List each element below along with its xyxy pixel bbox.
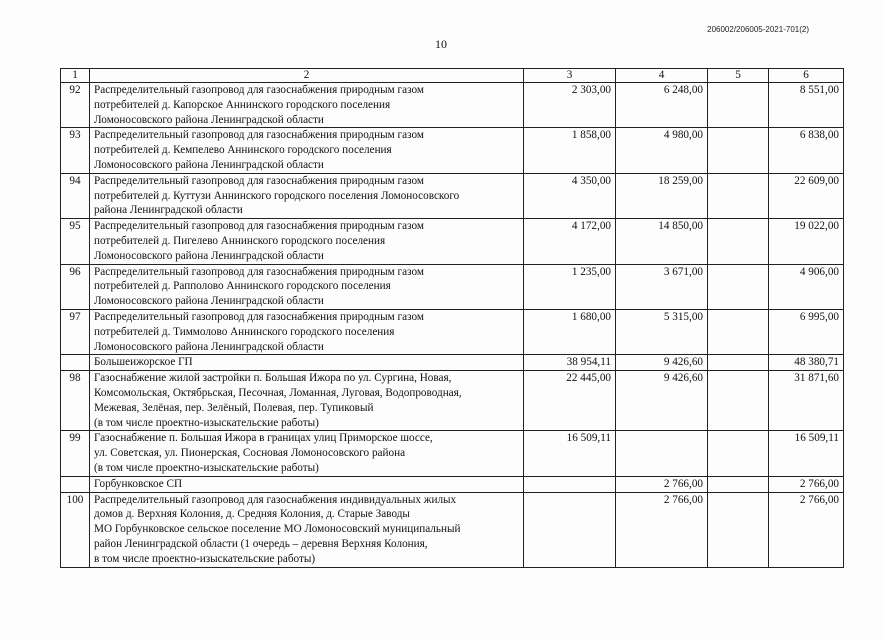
column-3-value bbox=[524, 476, 616, 492]
object-name-line: потребителей д. Кемпелево Аннинского городского поселения bbox=[94, 144, 392, 157]
object-name-line: Большеижорское ГП bbox=[94, 356, 193, 369]
column-5-value bbox=[708, 355, 769, 371]
column-4-value: 3 671,00 bbox=[616, 264, 708, 309]
column-6-value: 2 766,00 bbox=[769, 476, 844, 492]
column-4-value: 9 426,60 bbox=[616, 371, 708, 431]
table-row bbox=[61, 128, 844, 173]
object-name-line: Газоснабжение п. Большая Ижора в границах улиц Приморское шоссе, bbox=[94, 432, 433, 445]
table-row bbox=[61, 83, 844, 128]
column-3-value: 1 858,00 bbox=[524, 128, 616, 173]
object-name-line: Ломоносовского района Ленинградской области bbox=[94, 158, 324, 171]
object-name-line: Ломоносовского района Ленинградской области bbox=[94, 340, 324, 353]
column-5-value bbox=[708, 83, 769, 128]
column-5-value bbox=[708, 431, 769, 476]
object-name-line: Газоснабжение жилой застройки п. Большая Ижора по ул. Сургина, Новая, bbox=[94, 372, 452, 385]
column-3-value: 4 350,00 bbox=[524, 173, 616, 218]
row-number: 100 bbox=[61, 492, 90, 567]
column-5-value bbox=[708, 264, 769, 309]
object-name bbox=[90, 219, 524, 264]
column-3-value: 1 235,00 bbox=[524, 264, 616, 309]
object-name bbox=[90, 173, 524, 218]
column-6-value: 2 766,00 bbox=[769, 492, 844, 567]
row-number: 92 bbox=[61, 83, 90, 128]
column-6-value: 22 609,00 bbox=[769, 173, 844, 218]
column-6-value: 31 871,60 bbox=[769, 371, 844, 431]
object-name-line: Горбунковское СП bbox=[94, 477, 183, 490]
column-5-value bbox=[708, 371, 769, 431]
document-code: 206002/206005-2021-701(2) bbox=[707, 25, 809, 34]
column-5-value bbox=[708, 173, 769, 218]
table-row bbox=[61, 309, 844, 354]
column-3-value: 16 509,11 bbox=[524, 431, 616, 476]
column-5-value bbox=[708, 219, 769, 264]
object-name-line: (в том числе проектно-изыскательские работы) bbox=[94, 461, 319, 474]
column-6-value: 6 838,00 bbox=[769, 128, 844, 173]
object-name-line: Комсомольская, Октябрьская, Песочная, Ломанная, Луговая, Водопроводная, bbox=[94, 386, 462, 399]
column-header: 1 bbox=[61, 69, 90, 83]
object-name bbox=[90, 309, 524, 354]
row-number: 94 bbox=[61, 173, 90, 218]
column-3-value: 4 172,00 bbox=[524, 219, 616, 264]
column-header: 2 bbox=[90, 69, 524, 83]
column-6-value: 6 995,00 bbox=[769, 309, 844, 354]
row-number: 97 bbox=[61, 309, 90, 354]
object-name-line: ул. Советская, ул. Пионерская, Сосновая Ломоносовского района bbox=[94, 447, 406, 460]
column-4-value: 9 426,60 bbox=[616, 355, 708, 371]
column-header: 3 bbox=[524, 69, 616, 83]
column-6-value: 19 022,00 bbox=[769, 219, 844, 264]
column-header: 5 bbox=[708, 69, 769, 83]
column-header-row bbox=[61, 69, 844, 83]
column-4-value bbox=[616, 431, 708, 476]
table-row bbox=[61, 431, 844, 476]
row-number: 95 bbox=[61, 219, 90, 264]
table-row bbox=[61, 219, 844, 264]
object-name-line: Распределительный газопровод для газоснабжения природным газом bbox=[94, 129, 424, 142]
row-number: 93 bbox=[61, 128, 90, 173]
column-5-value bbox=[708, 309, 769, 354]
object-name bbox=[90, 476, 524, 492]
object-name bbox=[90, 264, 524, 309]
column-6-value: 4 906,00 bbox=[769, 264, 844, 309]
object-name bbox=[90, 128, 524, 173]
object-name-line: Распределительный газопровод для газоснабжения природным газом bbox=[94, 265, 424, 278]
object-name-line: район Ленинградской области (1 очередь – деревня Верхняя Колония, bbox=[94, 537, 428, 550]
object-name-line: Ломоносовского района Ленинградской области bbox=[94, 295, 324, 308]
object-name-line: Ломоносовского района Ленинградской области bbox=[94, 113, 324, 126]
column-6-value: 16 509,11 bbox=[769, 431, 844, 476]
column-4-value: 5 315,00 bbox=[616, 309, 708, 354]
column-3-value: 38 954,11 bbox=[524, 355, 616, 371]
column-header: 4 bbox=[616, 69, 708, 83]
object-name-line: Распределительный газопровод для газоснабжения природным газом bbox=[94, 84, 424, 96]
table-row bbox=[61, 492, 844, 567]
table-row bbox=[61, 476, 844, 492]
object-name-line: Ломоносовского района Ленинградской области bbox=[94, 249, 324, 262]
object-name-line: потребителей д. Куттузи Аннинского городского поселения Ломоносовского bbox=[94, 189, 460, 202]
column-5-value bbox=[708, 476, 769, 492]
object-name-line: в том числе проектно-изыскательские работы) bbox=[94, 552, 316, 565]
object-name-line: района Ленинградской области bbox=[94, 204, 243, 217]
page-number: 10 bbox=[435, 37, 447, 51]
object-name-line: Распределительный газопровод для газоснабжения природным газом bbox=[94, 174, 424, 187]
row-number bbox=[61, 355, 90, 371]
column-4-value: 2 766,00 bbox=[616, 492, 708, 567]
column-3-value: 1 680,00 bbox=[524, 309, 616, 354]
row-number: 98 bbox=[61, 371, 90, 431]
table-row bbox=[61, 173, 844, 218]
row-number: 96 bbox=[61, 264, 90, 309]
object-name-line: МО Горбунковское сельское поселение МО Ломоносовский муниципальный bbox=[94, 523, 461, 536]
column-5-value bbox=[708, 492, 769, 567]
column-4-value: 4 980,00 bbox=[616, 128, 708, 173]
object-name-line: потребителей д. Капорское Аннинского городского поселения bbox=[94, 98, 391, 111]
column-4-value: 18 259,00 bbox=[616, 173, 708, 218]
table-row bbox=[61, 355, 844, 371]
object-name-line: Межевая, Зелёная, пер. Зелёный, Полевая, пер. Тупиковый bbox=[94, 401, 374, 414]
column-4-value: 2 766,00 bbox=[616, 476, 708, 492]
column-3-value: 22 445,00 bbox=[524, 371, 616, 431]
object-name-line: потребителей д. Рапполово Аннинского городского поселения bbox=[94, 280, 391, 293]
object-name-line: (в том числе проектно-изыскательские работы) bbox=[94, 416, 319, 429]
object-name-line: домов д. Верхняя Колония, д. Средняя Колония, д. Старые Заводы bbox=[94, 508, 410, 521]
table-row bbox=[61, 371, 844, 431]
row-number: 99 bbox=[61, 431, 90, 476]
column-4-value: 14 850,00 bbox=[616, 219, 708, 264]
object-name-line: Распределительный газопровод для газоснабжения природным газом bbox=[94, 310, 424, 323]
object-name bbox=[90, 492, 524, 567]
column-5-value bbox=[708, 128, 769, 173]
object-name-line: Распределительный газопровод для газоснабжения индивидуальных жилых bbox=[94, 493, 457, 506]
object-name-line: потребителей д. Пигелево Аннинского городского поселения bbox=[94, 234, 386, 247]
table-row bbox=[61, 264, 844, 309]
column-3-value bbox=[524, 492, 616, 567]
object-name bbox=[90, 83, 524, 128]
column-4-value: 6 248,00 bbox=[616, 83, 708, 128]
column-6-value: 48 380,71 bbox=[769, 355, 844, 371]
object-name bbox=[90, 431, 524, 476]
column-header: 6 bbox=[769, 69, 844, 83]
row-number bbox=[61, 476, 90, 492]
column-6-value: 8 551,00 bbox=[769, 83, 844, 128]
object-name bbox=[90, 355, 524, 371]
object-name bbox=[90, 371, 524, 431]
budget-table bbox=[60, 68, 844, 568]
object-name-line: Распределительный газопровод для газоснабжения природным газом bbox=[94, 220, 424, 233]
column-3-value: 2 303,00 bbox=[524, 83, 616, 128]
object-name-line: потребителей д. Тиммолово Аннинского городского поселения bbox=[94, 325, 395, 338]
